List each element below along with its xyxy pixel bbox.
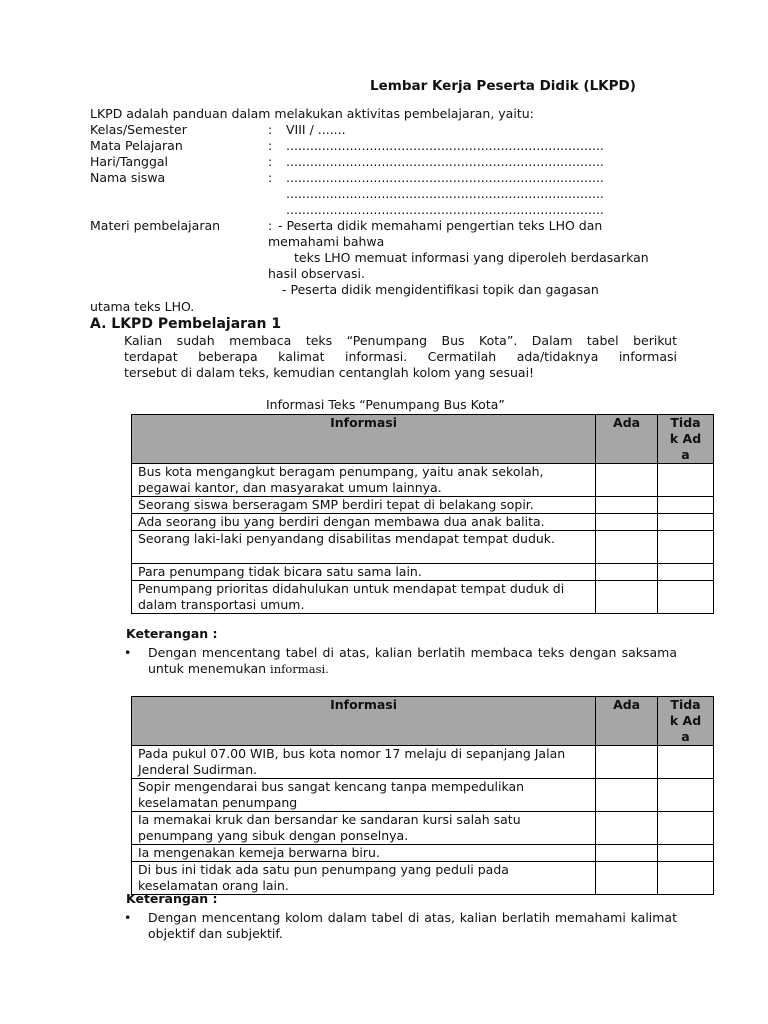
checkbox-ada[interactable]	[596, 812, 658, 845]
checkbox-tidak-ada[interactable]	[658, 812, 714, 845]
field-label-tanggal: Hari/Tanggal	[90, 154, 169, 169]
checkbox-ada[interactable]	[596, 862, 658, 895]
checkbox-ada[interactable]	[596, 497, 658, 514]
checkbox-tidak-ada[interactable]	[658, 862, 714, 895]
checkbox-ada[interactable]	[596, 564, 658, 581]
field-value-tanggal: ................................................................................	[286, 154, 604, 169]
checkbox-ada[interactable]	[596, 531, 658, 564]
keterangan-text-main: Dengan mencentang tabel di atas, kalian berlatih membaca teks dengan saksama untuk menemukan	[148, 645, 677, 676]
field-value-nama-line3: ................................................................................	[286, 202, 604, 217]
checkbox-tidak-ada[interactable]	[658, 746, 714, 779]
table-row	[132, 812, 714, 845]
checkbox-tidak-ada[interactable]	[658, 514, 714, 531]
materi-line-5: - Peserta didik mengidentifikasi topik dan gagasan	[282, 282, 599, 297]
keterangan-label-2: Keterangan :	[126, 891, 218, 906]
table-row	[132, 746, 714, 779]
header-informasi: Informasi	[132, 415, 596, 464]
table-row	[132, 531, 714, 564]
row-info: Pada pukul 07.00 WIB, bus kota nomor 17 melaju di sepanjang Jalan Jenderal Sudirman.	[132, 746, 596, 779]
materi-line-3: teks LHO memuat informasi yang diperoleh berdasarkan	[294, 250, 649, 265]
table-row	[132, 497, 714, 514]
checkbox-tidak-ada[interactable]	[658, 464, 714, 497]
field-label-nama: Nama siswa	[90, 170, 166, 185]
field-label-kelas: Kelas/Semester	[90, 122, 187, 137]
table-caption: Informasi Teks “Penumpang Bus Kota”	[266, 397, 505, 412]
checkbox-tidak-ada[interactable]	[658, 564, 714, 581]
table-row	[132, 779, 714, 812]
checkbox-tidak-ada[interactable]	[658, 845, 714, 862]
header-tidak-ada: Tidak Ada	[658, 415, 714, 464]
field-label-mapel: Mata Pelajaran	[90, 138, 183, 153]
page-title: Lembar Kerja Peserta Didik (LKPD)	[370, 78, 636, 94]
info-table-1	[131, 414, 714, 614]
table-row	[132, 581, 714, 614]
intro-text: LKPD adalah panduan dalam melakukan aktivitas pembelajaran, yaitu:	[90, 106, 534, 121]
field-value-nama-line2: ................................................................................	[286, 186, 604, 201]
keterangan-text	[148, 645, 677, 677]
field-colon: :	[268, 138, 273, 153]
section-paragraph-line-3: tersebut di dalam teks, kemudian centanglah kolom yang sesuai!	[124, 365, 535, 380]
materi-line-1: - Peserta didik memahami pengertian teks LHO dan	[278, 218, 603, 233]
checkbox-ada[interactable]	[596, 581, 658, 614]
materi-line-4: hasil observasi.	[268, 266, 365, 281]
row-info: Penumpang prioritas didahulukan untuk mendapat tempat duduk di dalam transportasi umum.	[132, 581, 596, 614]
keterangan-text-2: Dengan mencentang kolom dalam tabel di atas, kalian berlatih memahami kalimat objektif dan subjektif.	[148, 910, 677, 941]
field-value-kelas: VIII / .......	[286, 122, 346, 137]
row-info: Seorang siswa berseragam SMP berdiri tepat di belakang sopir.	[132, 497, 596, 514]
row-info: Sopir mengendarai bus sangat kencang tanpa mempedulikan keselamatan penumpang	[132, 779, 596, 812]
table-row	[132, 514, 714, 531]
header-ada: Ada	[596, 697, 658, 746]
row-info: Para penumpang tidak bicara satu sama lain.	[132, 564, 596, 581]
field-colon: :	[268, 122, 273, 137]
checkbox-tidak-ada[interactable]	[658, 497, 714, 514]
keterangan-text-serif: informasi.	[270, 662, 329, 676]
table-row	[132, 464, 714, 497]
header-ada: Ada	[596, 415, 658, 464]
row-info: Ia mengenakan kemeja berwarna biru.	[132, 845, 596, 862]
field-value-nama: ................................................................................	[286, 170, 604, 185]
checkbox-ada[interactable]	[596, 845, 658, 862]
materi-line-2: memahami bahwa	[268, 234, 385, 249]
checkbox-ada[interactable]	[596, 514, 658, 531]
checkbox-ada[interactable]	[596, 779, 658, 812]
row-info: Ia memakai kruk dan bersandar ke sandaran kursi salah satu penumpang yang sibuk dengan ponselnya.	[132, 812, 596, 845]
table-row	[132, 845, 714, 862]
table-row	[132, 564, 714, 581]
header-informasi: Informasi	[132, 697, 596, 746]
checkbox-ada[interactable]	[596, 746, 658, 779]
header-tidak-ada: Tidak Ada	[658, 697, 714, 746]
field-colon: :	[268, 154, 273, 169]
info-table-2	[131, 696, 714, 895]
field-colon: :	[268, 170, 273, 185]
checkbox-ada[interactable]	[596, 464, 658, 497]
bullet-icon: •	[124, 645, 132, 660]
table-row	[132, 862, 714, 895]
bullet-icon: •	[124, 910, 132, 925]
row-info: Ada seorang ibu yang berdiri dengan membawa dua anak balita.	[132, 514, 596, 531]
field-value-mapel: ................................................................................	[286, 138, 604, 153]
checkbox-tidak-ada[interactable]	[658, 581, 714, 614]
materi-line-6: utama teks LHO.	[90, 299, 195, 314]
row-info: Seorang laki-laki penyandang disabilitas mendapat tempat duduk.	[132, 531, 596, 564]
row-info: Bus kota mengangkut beragam penumpang, yaitu anak sekolah, pegawai kantor, dan masyarakat umum lainnya.	[132, 464, 596, 497]
row-info: Di bus ini tidak ada satu pun penumpang yang peduli pada keselamatan orang lain.	[132, 862, 596, 895]
materi-label: Materi pembelajaran	[90, 218, 221, 233]
section-heading: A. LKPD Pembelajaran 1	[90, 316, 282, 332]
materi-colon: :	[268, 218, 273, 233]
keterangan-label: Keterangan :	[126, 626, 218, 641]
section-paragraph-line-1: Kalian sudah membaca teks “Penumpang Bus Kota”. Dalam tabel berikut	[124, 333, 677, 348]
section-paragraph-line-2: terdapat beberapa kalimat informasi. Cermatilah ada/tidaknya informasi	[124, 349, 677, 364]
checkbox-tidak-ada[interactable]	[658, 779, 714, 812]
checkbox-tidak-ada[interactable]	[658, 531, 714, 564]
